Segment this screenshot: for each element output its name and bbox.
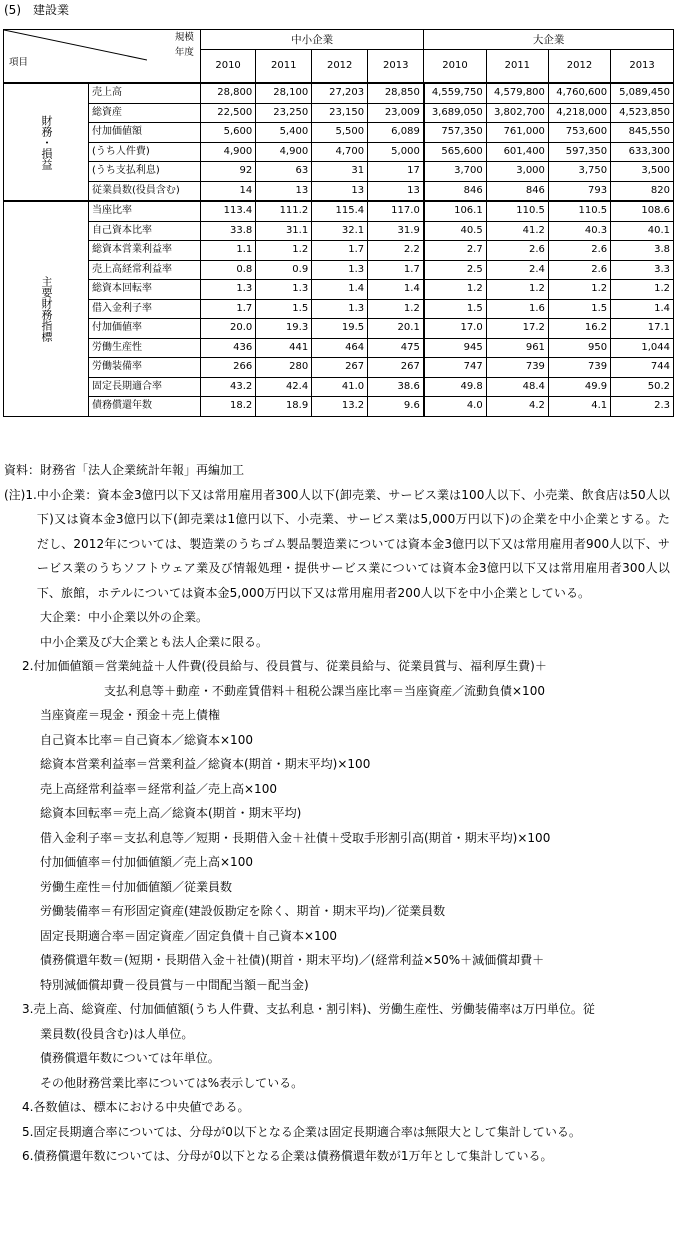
table-cell: 92 bbox=[200, 162, 255, 182]
table-cell: 108.6 bbox=[611, 201, 674, 221]
table-cell: 4.0 bbox=[424, 397, 486, 417]
table-cell: 845,550 bbox=[611, 123, 674, 143]
table-cell: 18.2 bbox=[200, 397, 255, 417]
formula-line: 借入金利子率＝支払利息等／短期・長期借入金＋社債＋受取手形割引高(期首・期末平均)×100 bbox=[40, 830, 551, 845]
table-cell: 1.5 bbox=[548, 299, 610, 319]
table-cell: 464 bbox=[312, 338, 368, 358]
table-row bbox=[4, 103, 674, 123]
table-row bbox=[4, 123, 674, 143]
table-cell: 5,400 bbox=[256, 123, 312, 143]
table-cell: 2.7 bbox=[424, 241, 486, 261]
table-cell: 43.2 bbox=[200, 377, 255, 397]
note1-prefix: (注)1. bbox=[4, 487, 37, 502]
table-cell: 1.2 bbox=[256, 241, 312, 261]
table-cell: 2.2 bbox=[368, 241, 424, 261]
table-cell: 1.4 bbox=[368, 280, 424, 300]
note2-line1: 2.付加価値額＝営業純益＋人件費(役員給与、役員賞与、従業員給与、従業員賞与、福利厚生費)＋ bbox=[22, 659, 547, 673]
note5: 5.固定長期適合率については、分母が0以下となる企業は固定長期適合率は無限大として集計している。 bbox=[22, 1124, 581, 1139]
table-cell: 1.3 bbox=[312, 299, 368, 319]
table-cell: 2.3 bbox=[611, 397, 674, 417]
table-cell: 28,850 bbox=[368, 83, 424, 103]
table-cell: 739 bbox=[548, 358, 610, 378]
row-label: 借入金利子率 bbox=[89, 299, 201, 319]
year-header: 2013 bbox=[611, 50, 674, 84]
row-label: 固定長期適合率 bbox=[89, 377, 201, 397]
table-cell: 436 bbox=[200, 338, 255, 358]
year-header: 2010 bbox=[424, 50, 486, 84]
table-cell: 4,760,600 bbox=[548, 83, 610, 103]
table-cell: 4,523,850 bbox=[611, 103, 674, 123]
row-label: 労働生産性 bbox=[89, 338, 201, 358]
table-cell: 565,600 bbox=[424, 142, 486, 162]
table-cell: 475 bbox=[368, 338, 424, 358]
table-row bbox=[4, 241, 674, 261]
table-cell: 1.7 bbox=[312, 241, 368, 261]
table-cell: 597,350 bbox=[548, 142, 610, 162]
table-row bbox=[4, 397, 674, 417]
table-row bbox=[4, 162, 674, 182]
row-label: 総資産 bbox=[89, 103, 201, 123]
year-header: 2013 bbox=[368, 50, 424, 84]
table-cell: 49.8 bbox=[424, 377, 486, 397]
table-cell: 5,000 bbox=[368, 142, 424, 162]
table-row bbox=[4, 83, 674, 103]
table-cell: 1.1 bbox=[200, 241, 255, 261]
table-cell: 1.2 bbox=[611, 280, 674, 300]
table-cell: 747 bbox=[424, 358, 486, 378]
table-cell: 744 bbox=[611, 358, 674, 378]
table-cell: 49.9 bbox=[548, 377, 610, 397]
table-cell: 5,089,450 bbox=[611, 83, 674, 103]
formula-list bbox=[4, 703, 670, 997]
table-cell: 441 bbox=[256, 338, 312, 358]
notes-section bbox=[4, 458, 670, 1169]
table-cell: 106.1 bbox=[424, 201, 486, 221]
note3-line2: 業員数(役員含む)は人単位。 bbox=[40, 1026, 194, 1041]
table-cell: 19.3 bbox=[256, 319, 312, 339]
row-label: 当座比率 bbox=[89, 201, 201, 221]
table-cell: 267 bbox=[312, 358, 368, 378]
table-cell: 3,802,700 bbox=[486, 103, 548, 123]
table-cell: 753,600 bbox=[548, 123, 610, 143]
table-cell: 757,350 bbox=[424, 123, 486, 143]
row-group-label: 財務・損益 bbox=[4, 83, 89, 201]
row-label: 付加価値額 bbox=[89, 123, 201, 143]
table-cell: 13.2 bbox=[312, 397, 368, 417]
note6: 6.債務償還年数については、分母が0以下となる企業は債務償還年数が1万年として集計している。 bbox=[22, 1149, 553, 1163]
table-cell: 820 bbox=[611, 181, 674, 201]
table-cell: 1.5 bbox=[256, 299, 312, 319]
table-cell: 33.8 bbox=[200, 221, 255, 241]
table-cell: 945 bbox=[424, 338, 486, 358]
year-header: 2012 bbox=[548, 50, 610, 84]
table-cell: 40.3 bbox=[548, 221, 610, 241]
table-cell: 31.1 bbox=[256, 221, 312, 241]
table-cell: 4,218,000 bbox=[548, 103, 610, 123]
table-cell: 17.1 bbox=[611, 319, 674, 339]
table-row bbox=[4, 319, 674, 339]
note1-both: 中小企業及び大企業とも法人企業に限る。 bbox=[40, 634, 269, 649]
table-cell: 950 bbox=[548, 338, 610, 358]
table-cell: 13 bbox=[312, 181, 368, 201]
formula-line: 債務償還年数＝(短期・長期借入金＋社債)(期首・期末平均)／(経常利益×50%＋減価償却費＋ bbox=[40, 953, 545, 967]
corner-scale-label: 規模 bbox=[174, 32, 194, 43]
table-cell: 1.3 bbox=[200, 280, 255, 300]
note3-line4: その他財務営業比率については%表示している。 bbox=[40, 1075, 304, 1090]
table-cell: 1.3 bbox=[312, 260, 368, 280]
table-cell: 23,150 bbox=[312, 103, 368, 123]
table-cell: 5,600 bbox=[200, 123, 255, 143]
table-row bbox=[4, 221, 674, 241]
table-cell: 14 bbox=[200, 181, 255, 201]
table-cell: 0.8 bbox=[200, 260, 255, 280]
table-cell: 50.2 bbox=[611, 377, 674, 397]
table-cell: 31 bbox=[312, 162, 368, 182]
group-header-large: 大企業 bbox=[424, 30, 674, 50]
table-cell: 115.4 bbox=[312, 201, 368, 221]
table-cell: 1,044 bbox=[611, 338, 674, 358]
table-cell: 13 bbox=[256, 181, 312, 201]
table-cell: 3,689,050 bbox=[424, 103, 486, 123]
table-cell: 63 bbox=[256, 162, 312, 182]
table-cell: 2.6 bbox=[548, 260, 610, 280]
table-cell: 1.4 bbox=[611, 299, 674, 319]
table-cell: 41.0 bbox=[312, 377, 368, 397]
note1-text: 中小企業：資本金3億円以下又は常用雇用者300人以下(卸売業、サービス業は100人以下、小売業、飲食店は50人以下)又は資本金3億円以下(卸売業は1億円以下、小売業、サービス業は5,000万円以下)の企業を中小企業とする。ただし、2012年については、製造業のうちゴム製品製造業については資本金3億円以下又は常用雇用者900人以下、サービス業のうちソフトウェア業及び情報処理・提供サービス業については資本金3億円以下又は常用雇用者300人以下、旅館，ホテルについては資本金5,000万円以下又は常用雇用者200人以下を中小企業としている。 bbox=[36, 487, 670, 600]
table-cell: 18.9 bbox=[256, 397, 312, 417]
row-label: 従業員数(役員含む) bbox=[89, 181, 201, 201]
table-cell: 111.2 bbox=[256, 201, 312, 221]
table-cell: 113.4 bbox=[200, 201, 255, 221]
row-label: (うち支払利息) bbox=[89, 162, 201, 182]
table-cell: 1.3 bbox=[256, 280, 312, 300]
corner-year-label: 年度 bbox=[174, 47, 194, 58]
formula-line: 付加価値率＝付加価値額／売上高×100 bbox=[40, 855, 253, 869]
table-cell: 1.7 bbox=[200, 299, 255, 319]
table-cell: 2.6 bbox=[486, 241, 548, 261]
table-cell: 1.2 bbox=[368, 299, 424, 319]
table-row bbox=[4, 181, 674, 201]
table-cell: 19.5 bbox=[312, 319, 368, 339]
table-cell: 5,500 bbox=[312, 123, 368, 143]
note3-line1: 3.売上高、総資産、付加価値額(うち人件費、支払利息・割引料)、労働生産性、労働装備率は万円単位。従 bbox=[22, 1002, 595, 1016]
table-cell: 2.5 bbox=[424, 260, 486, 280]
corner-item-label: 項目 bbox=[9, 57, 29, 68]
table-cell: 9.6 bbox=[368, 397, 424, 417]
formula-line: 特別減価償却費－役員賞与－中間配当額－配当金) bbox=[40, 977, 309, 992]
table-cell: 38.6 bbox=[368, 377, 424, 397]
row-label: 付加価値率 bbox=[89, 319, 201, 339]
table-cell: 28,100 bbox=[256, 83, 312, 103]
table-cell: 41.2 bbox=[486, 221, 548, 241]
table-cell: 20.0 bbox=[200, 319, 255, 339]
year-header: 2010 bbox=[200, 50, 255, 84]
row-label: 総資本回転率 bbox=[89, 280, 201, 300]
formula-line: 総資本回転率＝売上高／総資本(期首・期末平均) bbox=[40, 806, 302, 820]
table-cell: 4.1 bbox=[548, 397, 610, 417]
table-cell: 3,750 bbox=[548, 162, 610, 182]
table-cell: 3,000 bbox=[486, 162, 548, 182]
note3-line3: 債務償還年数については年単位。 bbox=[40, 1051, 220, 1065]
source-note: 資料：財務省「法人企業統計年報」再編加工 bbox=[4, 463, 245, 477]
table-cell: 40.5 bbox=[424, 221, 486, 241]
formula-line: 固定長期適合率＝固定資産／固定負債＋自己資本×100 bbox=[40, 928, 337, 943]
table-cell: 1.2 bbox=[548, 280, 610, 300]
table-cell: 601,400 bbox=[486, 142, 548, 162]
group-header-sme: 中小企業 bbox=[200, 30, 423, 50]
table-cell: 761,000 bbox=[486, 123, 548, 143]
year-header: 2011 bbox=[256, 50, 312, 84]
year-header: 2011 bbox=[486, 50, 548, 84]
table-cell: 739 bbox=[486, 358, 548, 378]
table-cell: 23,250 bbox=[256, 103, 312, 123]
table-row bbox=[4, 358, 674, 378]
table-cell: 266 bbox=[200, 358, 255, 378]
table-row bbox=[4, 201, 674, 221]
table-cell: 32.1 bbox=[312, 221, 368, 241]
table-row bbox=[4, 338, 674, 358]
table-cell: 17 bbox=[368, 162, 424, 182]
row-label: 自己資本比率 bbox=[89, 221, 201, 241]
table-cell: 110.5 bbox=[486, 201, 548, 221]
table-cell: 27,203 bbox=[312, 83, 368, 103]
table-cell: 31.9 bbox=[368, 221, 424, 241]
table-cell: 13 bbox=[368, 181, 424, 201]
formula-line: 労働装備率＝有形固定資産(建設仮勘定を除く、期首・期末平均)／従業員数 bbox=[40, 904, 446, 918]
table-row bbox=[4, 280, 674, 300]
table-cell: 117.0 bbox=[368, 201, 424, 221]
table-cell: 633,300 bbox=[611, 142, 674, 162]
table-cell: 4.2 bbox=[486, 397, 548, 417]
table-cell: 3,500 bbox=[611, 162, 674, 182]
table-cell: 1.5 bbox=[424, 299, 486, 319]
table-cell: 48.4 bbox=[486, 377, 548, 397]
table-cell: 3,700 bbox=[424, 162, 486, 182]
row-label: 総資本営業利益率 bbox=[89, 241, 201, 261]
formula-line: 当座資産＝現金・預金＋売上債権 bbox=[40, 708, 221, 722]
table-cell: 23,009 bbox=[368, 103, 424, 123]
table-cell: 110.5 bbox=[548, 201, 610, 221]
table-cell: 17.2 bbox=[486, 319, 548, 339]
table-cell: 3.8 bbox=[611, 241, 674, 261]
table-cell: 42.4 bbox=[256, 377, 312, 397]
table-cell: 267 bbox=[368, 358, 424, 378]
table-cell: 846 bbox=[486, 181, 548, 201]
row-label: 売上高 bbox=[89, 83, 201, 103]
table-cell: 28,800 bbox=[200, 83, 255, 103]
row-label: (うち人件費) bbox=[89, 142, 201, 162]
note4: 4.各数値は、標本における中央値である。 bbox=[22, 1100, 250, 1114]
note1-large-enterprise: 大企業：中小企業以外の企業。 bbox=[40, 610, 209, 624]
table-cell: 846 bbox=[424, 181, 486, 201]
table-cell: 4,700 bbox=[312, 142, 368, 162]
table-cell: 961 bbox=[486, 338, 548, 358]
year-header: 2012 bbox=[312, 50, 368, 84]
table-cell: 2.4 bbox=[486, 260, 548, 280]
row-label: 労働装備率 bbox=[89, 358, 201, 378]
table-cell: 16.2 bbox=[548, 319, 610, 339]
table-cell: 4,900 bbox=[200, 142, 255, 162]
note2-line2: 支払利息等＋動産・不動産賃借料＋租税公課当座比率＝当座資産／流動負債×100 bbox=[104, 683, 545, 698]
section-title: (5) 建設業 bbox=[4, 3, 69, 17]
table-cell: 6,089 bbox=[368, 123, 424, 143]
table-corner-header bbox=[4, 30, 201, 84]
formula-line: 労働生産性＝付加価値額／従業員数 bbox=[40, 879, 233, 894]
table-cell: 4,900 bbox=[256, 142, 312, 162]
table-cell: 20.1 bbox=[368, 319, 424, 339]
table-cell: 2.6 bbox=[548, 241, 610, 261]
table-cell: 1.2 bbox=[486, 280, 548, 300]
row-label: 売上高経常利益率 bbox=[89, 260, 201, 280]
table-row bbox=[4, 299, 674, 319]
table-cell: 4,579,800 bbox=[486, 83, 548, 103]
row-group-label: 主要財務指標 bbox=[4, 201, 89, 416]
financial-table bbox=[3, 29, 674, 417]
table-cell: 1.2 bbox=[424, 280, 486, 300]
table-cell: 17.0 bbox=[424, 319, 486, 339]
table-cell: 4,559,750 bbox=[424, 83, 486, 103]
table-cell: 22,500 bbox=[200, 103, 255, 123]
table-cell: 280 bbox=[256, 358, 312, 378]
table-row bbox=[4, 260, 674, 280]
row-label: 債務償還年数 bbox=[89, 397, 201, 417]
table-row bbox=[4, 377, 674, 397]
formula-line: 売上高経常利益率＝経常利益／売上高×100 bbox=[40, 781, 277, 796]
table-row bbox=[4, 142, 674, 162]
table-cell: 40.1 bbox=[611, 221, 674, 241]
table-cell: 1.6 bbox=[486, 299, 548, 319]
table-cell: 1.7 bbox=[368, 260, 424, 280]
table-cell: 0.9 bbox=[256, 260, 312, 280]
formula-line: 総資本営業利益率＝営業利益／総資本(期首・期末平均)×100 bbox=[40, 757, 371, 771]
table-cell: 1.4 bbox=[312, 280, 368, 300]
formula-line: 自己資本比率＝自己資本／総資本×100 bbox=[40, 732, 253, 747]
table-cell: 793 bbox=[548, 181, 610, 201]
table-cell: 3.3 bbox=[611, 260, 674, 280]
